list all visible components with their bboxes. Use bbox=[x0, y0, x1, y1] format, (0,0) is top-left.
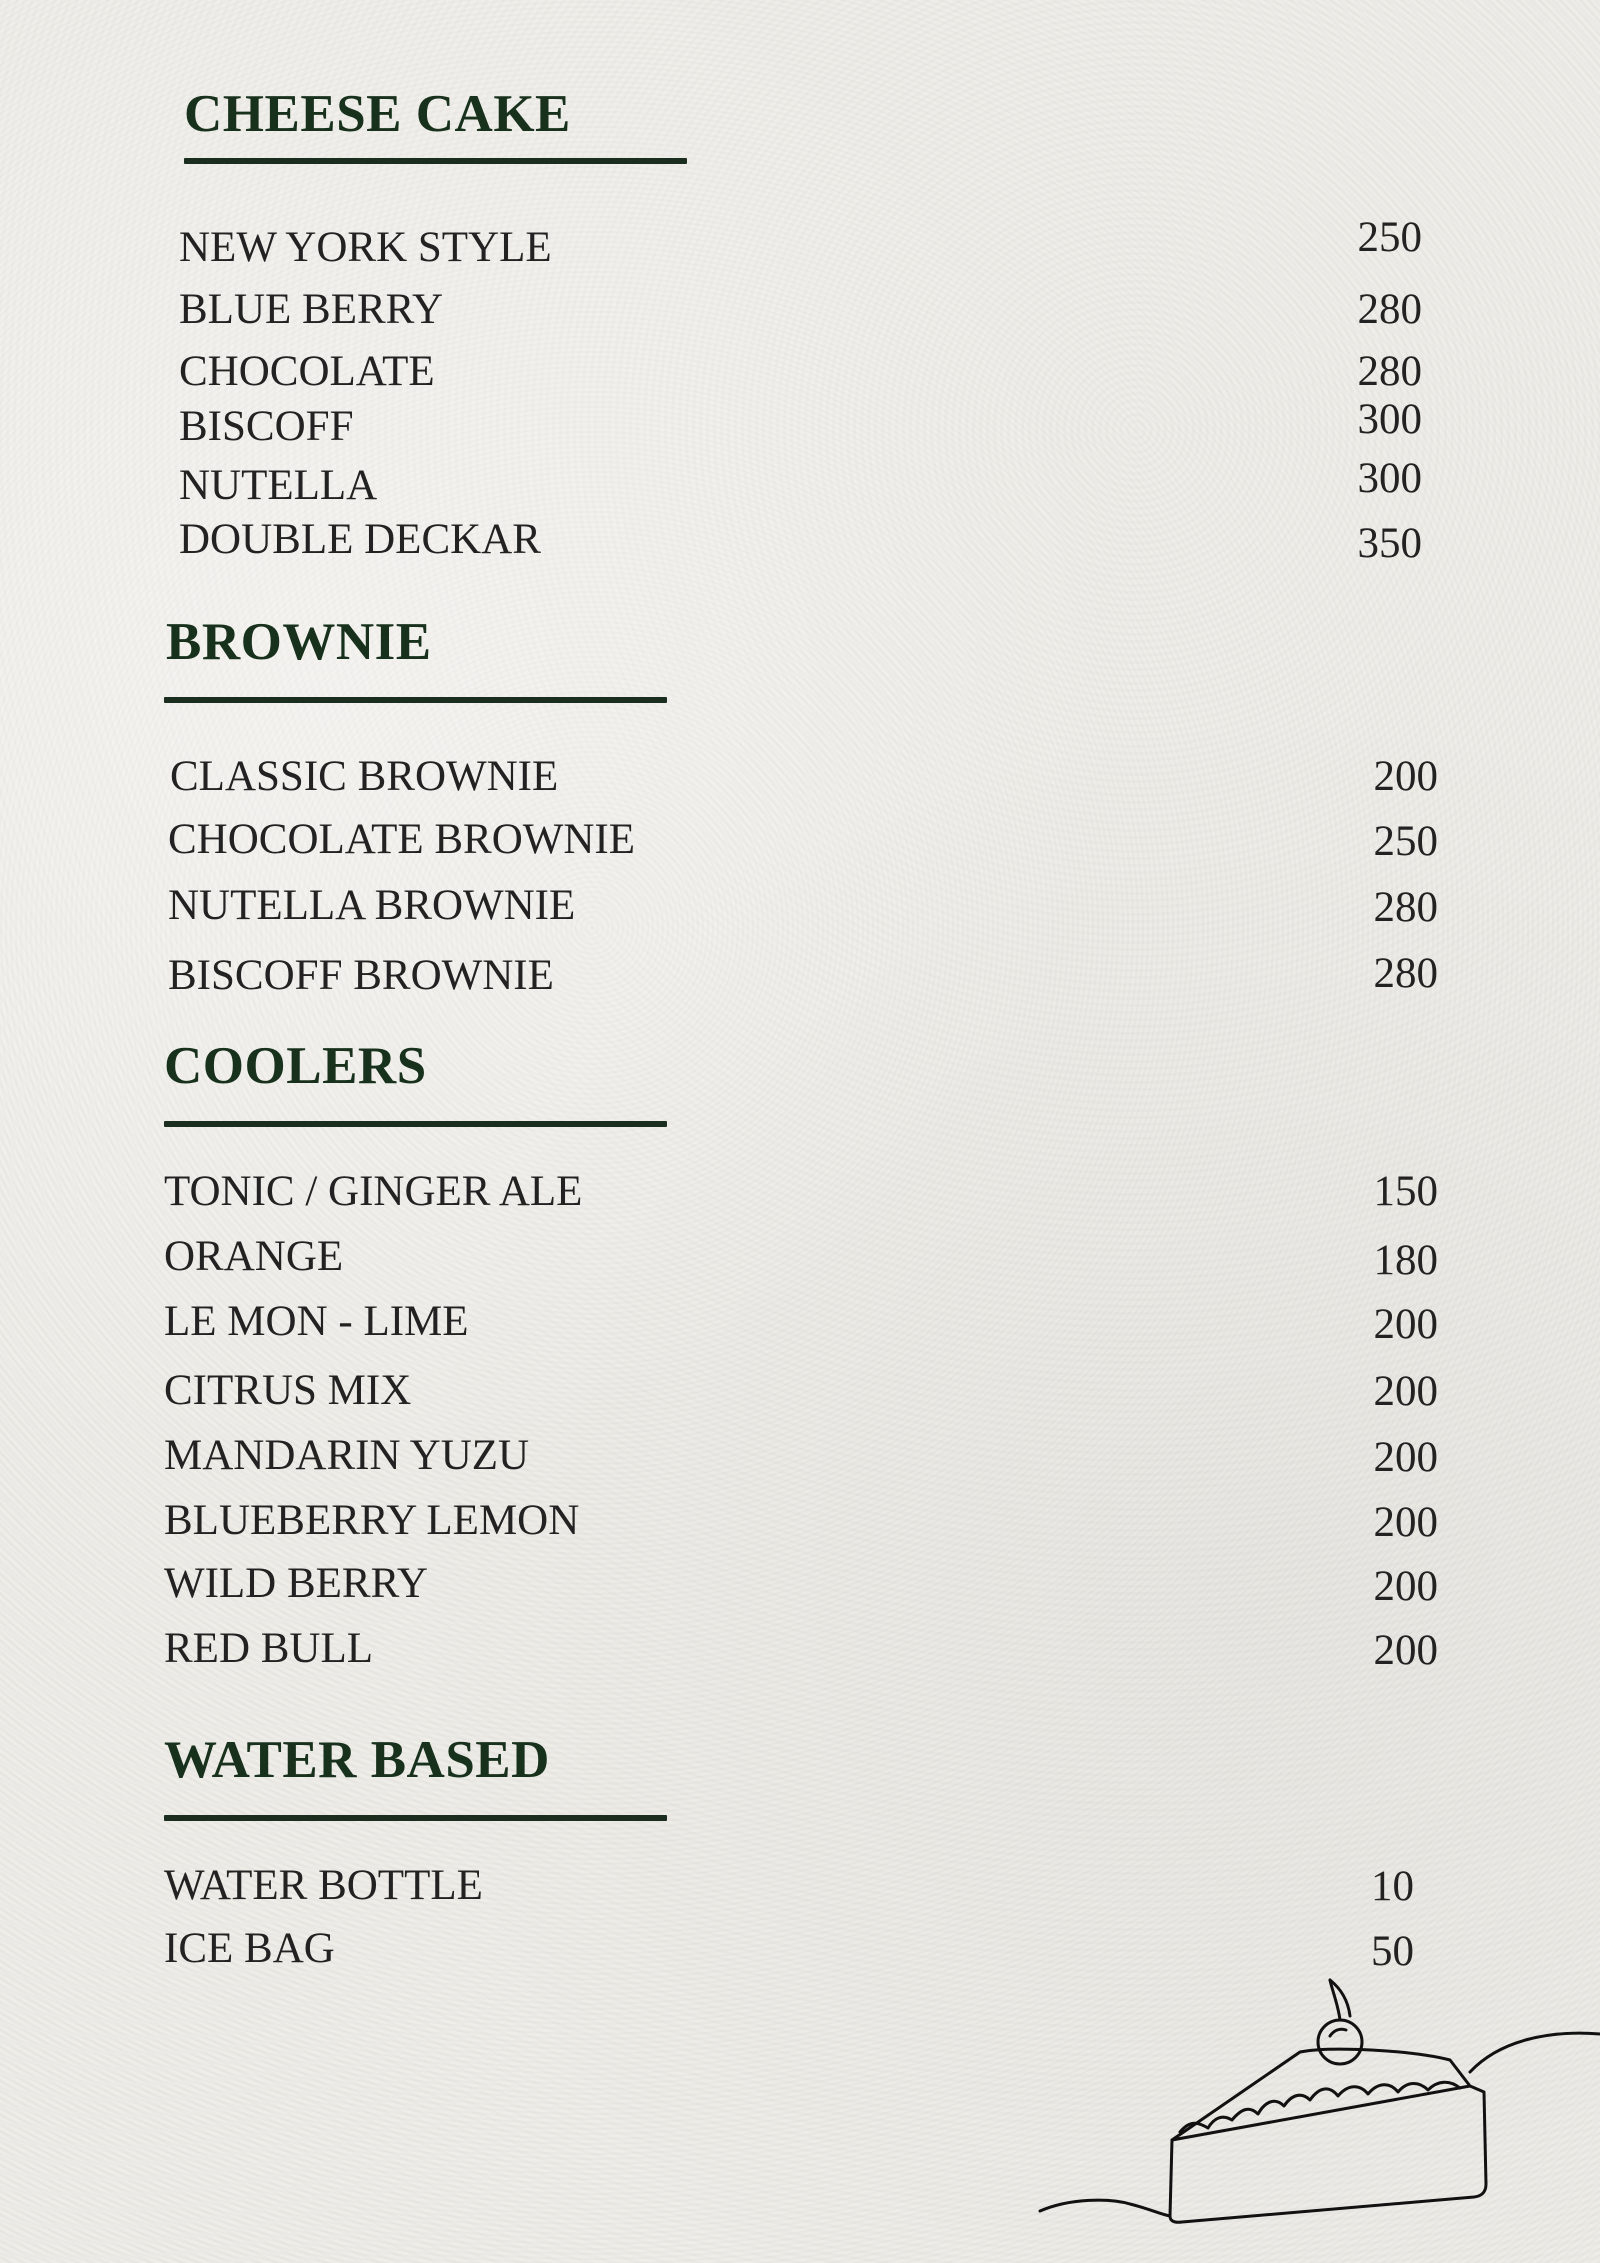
item-price: 200 bbox=[1373, 753, 1438, 800]
item-price: 200 bbox=[1373, 1499, 1438, 1546]
item-price: 10 bbox=[1371, 1863, 1414, 1910]
item-name: RED BULL bbox=[164, 1625, 374, 1672]
item-name: NUTELLA BROWNIE bbox=[168, 882, 576, 929]
item-price: 200 bbox=[1373, 1434, 1438, 1481]
item-name: BLUEBERRY LEMON bbox=[164, 1497, 580, 1544]
section-rule-water-based bbox=[164, 1815, 667, 1821]
item-price: 200 bbox=[1373, 1627, 1438, 1674]
item-price: 200 bbox=[1373, 1301, 1438, 1348]
item-price: 280 bbox=[1357, 348, 1422, 395]
item-price: 200 bbox=[1373, 1368, 1438, 1415]
item-name: LE MON - LIME bbox=[164, 1298, 469, 1345]
item-price: 150 bbox=[1373, 1168, 1438, 1215]
item-price: 280 bbox=[1357, 286, 1422, 333]
item-name: CITRUS MIX bbox=[164, 1367, 412, 1414]
item-price: 200 bbox=[1373, 1563, 1438, 1610]
section-heading-water-based: WATER BASED bbox=[164, 1731, 550, 1789]
cheesecake-slice-line-art-icon bbox=[1030, 1960, 1600, 2263]
item-price: 250 bbox=[1373, 818, 1438, 865]
item-name: ORANGE bbox=[164, 1233, 344, 1280]
item-name: BLUE BERRY bbox=[179, 286, 444, 333]
section-rule-brownie bbox=[164, 697, 667, 703]
item-name: CHOCOLATE bbox=[179, 348, 435, 395]
item-name: TONIC / GINGER ALE bbox=[164, 1168, 583, 1215]
item-name: DOUBLE DECKAR bbox=[179, 516, 541, 563]
item-name: BISCOFF BROWNIE bbox=[168, 952, 554, 999]
item-price: 250 bbox=[1357, 214, 1422, 261]
item-name: BISCOFF bbox=[179, 403, 354, 450]
item-name: NUTELLA bbox=[179, 462, 378, 509]
item-name: ICE BAG bbox=[164, 1925, 335, 1972]
item-name: CLASSIC BROWNIE bbox=[170, 753, 559, 800]
item-price: 300 bbox=[1357, 396, 1422, 443]
item-price: 280 bbox=[1373, 884, 1438, 931]
item-price: 50 bbox=[1371, 1928, 1414, 1975]
section-heading-cheesecake: CHEESE CAKE bbox=[184, 85, 571, 143]
item-price: 280 bbox=[1373, 950, 1438, 997]
item-name: MANDARIN YUZU bbox=[164, 1432, 530, 1479]
section-rule-coolers bbox=[164, 1121, 667, 1127]
item-name: CHOCOLATE BROWNIE bbox=[168, 816, 635, 863]
item-price: 180 bbox=[1373, 1237, 1438, 1284]
item-name: NEW YORK STYLE bbox=[179, 224, 552, 271]
section-rule-cheesecake bbox=[184, 158, 687, 164]
section-heading-coolers: COOLERS bbox=[164, 1037, 427, 1095]
item-name: WATER BOTTLE bbox=[164, 1862, 483, 1909]
item-price: 350 bbox=[1357, 520, 1422, 567]
item-name: WILD BERRY bbox=[164, 1560, 428, 1607]
item-price: 300 bbox=[1357, 455, 1422, 502]
section-heading-brownie: BROWNIE bbox=[166, 613, 432, 671]
